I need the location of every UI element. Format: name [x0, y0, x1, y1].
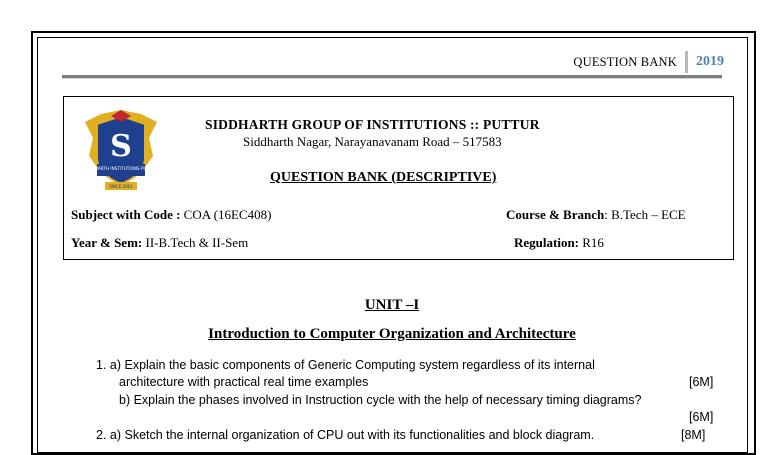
svg-text:S: S	[110, 129, 132, 164]
question-1b: b) Explain the phases involved in Instruction cycle with the help of necessary timing diagrams?	[119, 393, 642, 407]
question-1a-line2: architecture with practical real time examples	[119, 375, 369, 389]
page-header	[573, 53, 724, 71]
institution-address: Siddharth Nagar, Narayanavanam Road – 517583	[243, 134, 502, 149]
question-2a-marks: [8M]	[681, 428, 706, 442]
question-2a: 2. a) Sketch the internal organization of CPU out with its functionalities and block diagram.	[96, 428, 595, 442]
question-1b-marks: [6M]	[689, 410, 714, 424]
regulation-label: Regulation:	[514, 235, 579, 250]
regulation	[514, 235, 604, 251]
header-year: 2019	[696, 54, 724, 69]
svg-text:SINCE 2001: SINCE 2001	[109, 184, 133, 189]
question-1a-line1: 1. a) Explain the basic components of Generic Computing system regardless of its internal	[96, 358, 595, 372]
regulation-value: R16	[579, 235, 604, 250]
institution-logo-icon	[83, 108, 159, 194]
subject-label: Subject with Code :	[71, 207, 181, 222]
year-and-sem	[71, 235, 248, 251]
year-label: Year & Sem:	[71, 235, 143, 250]
svg-text:SIDDHARTH INSTITUTIONS PUTTUR: SIDDHARTH INSTITUTIONS PUTTUR	[84, 166, 158, 171]
year-value: II-B.Tech & II-Sem	[142, 235, 249, 250]
header-label: QUESTION BANK	[573, 54, 677, 69]
course-and-branch	[506, 207, 686, 223]
header-separator	[685, 51, 688, 73]
course-value: : B.Tech – ECE	[604, 207, 686, 222]
header-rule-shadow	[62, 78, 722, 79]
institution-name: SIDDHARTH GROUP OF INSTITUTIONS :: PUTTUR	[205, 117, 540, 132]
unit-title: Introduction to Computer Organization and Architecture	[208, 326, 576, 342]
subject-with-code	[71, 207, 271, 223]
subject-value: COA (16EC408)	[180, 207, 272, 222]
unit-heading: UNIT –I	[364, 297, 420, 313]
course-label: Course & Branch	[506, 207, 605, 222]
question-1a-marks: [6M]	[689, 375, 714, 389]
document-title: QUESTION BANK (DESCRIPTIVE)	[270, 170, 497, 185]
